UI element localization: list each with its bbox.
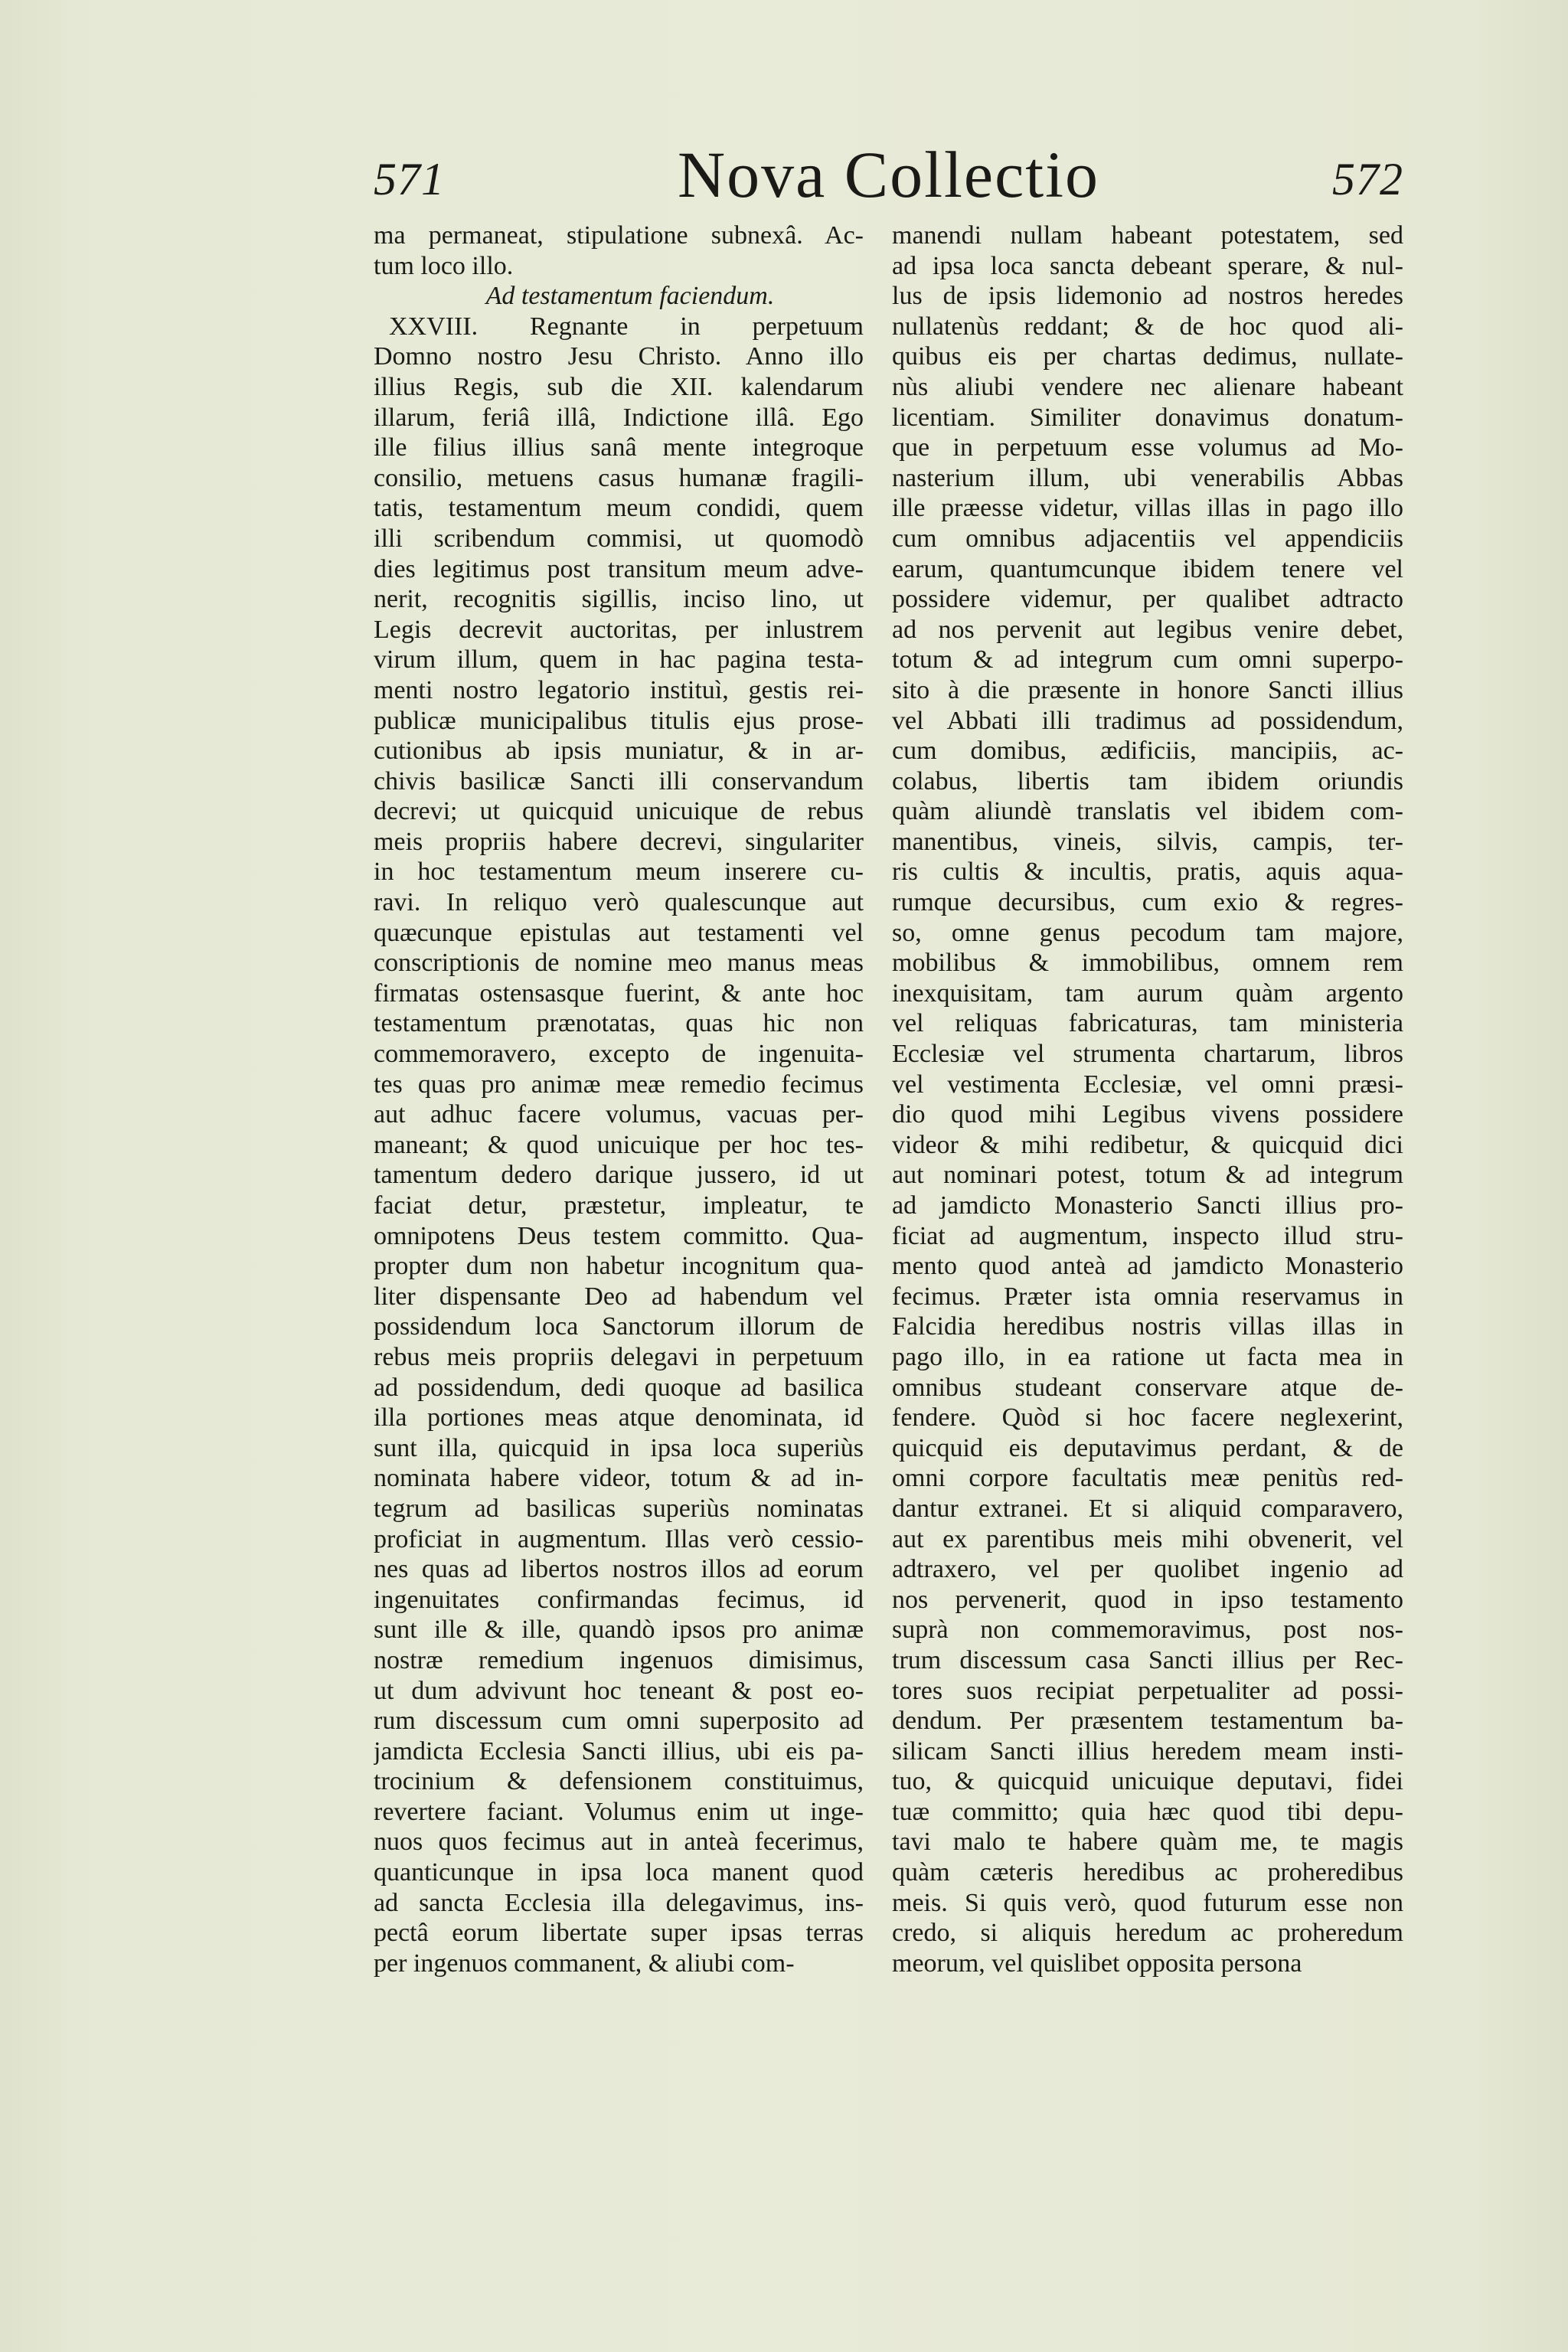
text-line: fecimus. Præter ista omnia reservamus in	[892, 1282, 1403, 1311]
text-line: ille filius illius sanâ mente integroque	[374, 433, 864, 462]
text-line: rumque decursibus, cum exio & regres-	[892, 888, 1403, 917]
text-line: dies legitimus post transitum meum adve-	[374, 554, 864, 583]
text-line: Domno nostro Jesu Christo. Anno illo	[374, 342, 864, 371]
text-line: firmatas ostensasque fuerint, & ante hoc	[374, 978, 864, 1008]
text-line: in hoc testamentum meum inserere cu-	[374, 858, 864, 887]
text-line: tes quas pro animæ meæ remedio fecimus	[374, 1070, 864, 1099]
text-line: tuo, & quicquid unicuique deputavi, fidei	[892, 1767, 1403, 1796]
text-line: ut dum advivunt hoc teneant & post eo-	[374, 1676, 864, 1705]
text-line: quàm aliundè translatis vel ibidem com-	[892, 797, 1403, 826]
text-line: vel reliquas fabricaturas, tam ministeria	[892, 1009, 1403, 1038]
text-line: maneant; & quod unicuique per hoc tes-	[374, 1130, 864, 1159]
text-line: liter dispensante Deo ad habendum vel	[374, 1282, 864, 1311]
text-line: meis propriis habere decrevi, singulariter	[374, 827, 864, 856]
left-text-column	[374, 220, 864, 2027]
text-line: inexquisitam, tam aurum quàm argento	[892, 978, 1403, 1008]
text-line: silicam Sancti illius heredem meam insti-	[892, 1736, 1403, 1766]
text-line: mobilibus & immobilibus, omnem rem	[892, 949, 1403, 978]
text-line: manentibus, vineis, silvis, campis, ter-	[892, 827, 1403, 856]
text-line: sito à die præsente in honore Sancti illius	[892, 675, 1403, 704]
text-line: sunt ille & ille, quandò ipsos pro animæ	[374, 1615, 864, 1645]
text-line: illi scribendum commisi, ut quomodò	[374, 524, 864, 553]
text-line: ad jamdicto Monasterio Sancti illius pro-	[892, 1191, 1403, 1220]
text-line: revertere faciant. Volumus enim ut inge-	[374, 1797, 864, 1826]
page-number-right: 572	[1332, 154, 1403, 204]
text-line: aut ex parentibus meis mihi obvenerit, vel	[892, 1524, 1403, 1553]
text-line: fendere. Quòd si hoc facere neglexerint,	[892, 1403, 1403, 1432]
text-line: tavi malo te habere quàm me, te magis	[892, 1828, 1403, 1857]
text-line: aut nominari potest, totum & ad integrum	[892, 1161, 1403, 1190]
text-line: totum & ad integrum cum omni superpo-	[892, 645, 1403, 675]
text-line: ad possidendum, dedi quoque ad basilica	[374, 1373, 864, 1402]
text-line: conscriptionis de nomine meo manus meas	[374, 949, 864, 978]
text-line: Legis decrevit auctoritas, per inlustrem	[374, 615, 864, 644]
running-header	[374, 136, 1403, 220]
text-line: licentiam. Similiter donavimus donatum-	[892, 403, 1403, 432]
text-line: quibus eis per chartas dedimus, nullate-	[892, 342, 1403, 371]
text-line: nullatenùs reddant; & de hoc quod ali-	[892, 312, 1403, 341]
text-line: adtraxero, vel per quolibet ingenio ad	[892, 1555, 1403, 1584]
text-line: dio quod mihi Legibus vivens possidere	[892, 1100, 1403, 1129]
text-line: omnibus studeant conservare atque de-	[892, 1373, 1403, 1402]
text-line: manendi nullam habeant potestatem, sed	[892, 221, 1403, 250]
text-line: faciat detur, præstetur, impleatur, te	[374, 1191, 864, 1220]
text-line: ad nos pervenit aut legibus venire debet,	[892, 615, 1403, 644]
text-line: suprà non commemoravimus, post nos-	[892, 1615, 1403, 1645]
text-line: nominata habere videor, totum & ad in-	[374, 1464, 864, 1493]
text-line: Falcidia heredibus nostris villas illas in	[892, 1312, 1403, 1341]
text-line: quàm cæteris heredibus ac proheredibus	[892, 1858, 1403, 1887]
text-line: nerit, recognitis sigillis, inciso lino, ut	[374, 585, 864, 614]
text-line: dendum. Per præsentem testamentum ba-	[892, 1707, 1403, 1736]
text-line: quæcunque epistulas aut testamenti vel	[374, 918, 864, 947]
text-line: tamentum dedero darique jussero, id ut	[374, 1161, 864, 1190]
text-line: tuæ committo; quia hæc quod tibi depu-	[892, 1797, 1403, 1826]
right-text-column	[892, 220, 1403, 2027]
text-line: testamentum prænotatas, quas hic non	[374, 1009, 864, 1038]
text-line: ad sancta Ecclesia illa delegavimus, ins-	[374, 1888, 864, 1917]
text-line: videor & mihi redibetur, & quicquid dici	[892, 1130, 1403, 1159]
text-line: sunt illa, quicquid in ipsa loca superiùs	[374, 1433, 864, 1462]
text-line: propter dum non habetur incognitum qua-	[374, 1252, 864, 1281]
text-line: tegrum ad basilicas superiùs nominatas	[374, 1494, 864, 1523]
text-line: ille præesse videtur, villas illas in pago illo	[892, 494, 1403, 523]
text-line: ravi. In reliquo verò qualescunque aut	[374, 888, 864, 917]
text-line: possidendum loca Sanctorum illorum de	[374, 1312, 864, 1341]
text-line: lus de ipsis lidemonio ad nostros heredes	[892, 282, 1403, 311]
text-line: ficiat ad augmentum, inspecto illud stru-	[892, 1221, 1403, 1250]
text-line: decrevi; ut quicquid unicuique de rebus	[374, 797, 864, 826]
text-line: ingenuitates confirmandas fecimus, id	[374, 1585, 864, 1614]
text-line: ad ipsa loca sancta debeant sperare, & nul-	[892, 251, 1403, 280]
text-line: nasterium illum, ubi venerabilis Abbas	[892, 463, 1403, 492]
text-line: colabus, libertis tam ibidem oriundis	[892, 766, 1403, 795]
text-line: credo, si aliquis heredum ac proheredum	[892, 1919, 1403, 1948]
text-line: publicæ municipalibus titulis ejus prose-	[374, 706, 864, 735]
text-line: quanticunque in ipsa loca manent quod	[374, 1858, 864, 1887]
text-line: meorum, vel quislibet opposita persona	[892, 1949, 1302, 1978]
text-line: commemoravero, excepto de ingenuita-	[374, 1040, 864, 1069]
text-line: rum discessum cum omni superposito ad	[374, 1707, 864, 1736]
text-line: Ecclesiæ vel strumenta chartarum, libros	[892, 1040, 1403, 1069]
text-line: virum illum, quem in hac pagina testa-	[374, 645, 864, 675]
text-line: jamdicta Ecclesia Sancti illius, ubi eis pa-	[374, 1736, 864, 1766]
text-line: cum domibus, ædificiis, mancipiis, ac-	[892, 737, 1403, 766]
text-line: tum loco illo.	[374, 251, 514, 280]
text-line: quicquid eis deputavimus perdant, & de	[892, 1433, 1403, 1462]
text-line: possidere videmur, per qualibet adtracto	[892, 585, 1403, 614]
text-line: vel Abbati illi tradimus ad possidendum,	[892, 706, 1403, 735]
text-line: ma permaneat, stipulatione subnexâ. Ac-	[374, 221, 864, 250]
running-title: Nova Collectio	[677, 138, 1100, 211]
text-line: trocinium & defensionem constituimus,	[374, 1767, 864, 1796]
text-line: trum discessum casa Sancti illius per Rec-	[892, 1645, 1403, 1674]
text-line: dantur extranei. Et si aliquid comparavero,	[892, 1494, 1403, 1523]
text-line: illa portiones meas atque denominata, id	[374, 1403, 864, 1432]
text-line: per ingenuos commanent, & aliubi com-	[374, 1949, 795, 1978]
page-number-left: 571	[374, 154, 445, 204]
text-line: nos pervenerit, quod in ipso testamento	[892, 1585, 1403, 1614]
text-line: nostræ remedium ingenuos dimisimus,	[374, 1645, 864, 1674]
text-line: menti nostro legatorio instituì, gestis rei-	[374, 675, 864, 704]
text-line: omnipotens Deus testem committo. Qua-	[374, 1221, 864, 1250]
text-line: vel vestimenta Ecclesiæ, vel omni præsi-	[892, 1070, 1403, 1099]
text-line: tatis, testamentum meum condidi, quem	[374, 494, 864, 523]
text-line: pectâ eorum libertate super ipsas terras	[374, 1919, 864, 1948]
text-line: nùs aliubi vendere nec alienare habeant	[892, 372, 1403, 401]
text-line: nuos quos fecimus aut in anteà fecerimus,	[374, 1828, 864, 1857]
section-heading: Ad testamentum faciendum.	[485, 282, 775, 311]
text-line: chivis basilicæ Sancti illi conservandum	[374, 766, 864, 795]
text-line: mento quod anteà ad jamdicto Monasterio	[892, 1252, 1403, 1281]
text-line: tores suos recipiat perpetualiter ad possi-	[892, 1676, 1403, 1705]
text-line: rebus meis propriis delegavi in perpetuum	[374, 1342, 864, 1371]
text-line: omni corpore facultatis meæ penitùs red-	[892, 1464, 1403, 1493]
text-line: pago illo, in ea ratione ut facta mea in	[892, 1342, 1403, 1371]
text-line: consilio, metuens casus humanæ fragili-	[374, 463, 864, 492]
text-line: que in perpetuum esse volumus ad Mo-	[892, 433, 1403, 462]
text-line: cum omnibus adjacentiis vel appendiciis	[892, 524, 1403, 553]
text-line: illarum, feriâ illâ, Indictione illâ. Ego	[374, 403, 864, 432]
text-line: cutionibus ab ipsis muniatur, & in ar-	[374, 737, 864, 766]
text-line: nes quas ad libertos nostros illos ad eorum	[374, 1555, 864, 1584]
text-line: so, omne genus pecodum tam majore,	[892, 918, 1403, 947]
text-line: ris cultis & incultis, pratis, aquis aqua-	[892, 858, 1403, 887]
text-line: illius Regis, sub die XII. kalendarum	[374, 372, 864, 401]
numbered-paragraph-start: XXVIII. Regnante in perpetuum	[389, 312, 864, 341]
text-line: earum, quantumcunque ibidem tenere vel	[892, 554, 1403, 583]
text-line: aut adhuc facere volumus, vacuas per-	[374, 1100, 864, 1129]
text-line: proficiat in augmentum. Illas verò cessio-	[374, 1524, 864, 1553]
text-line: meis. Si quis verò, quod futurum esse non	[892, 1888, 1403, 1917]
